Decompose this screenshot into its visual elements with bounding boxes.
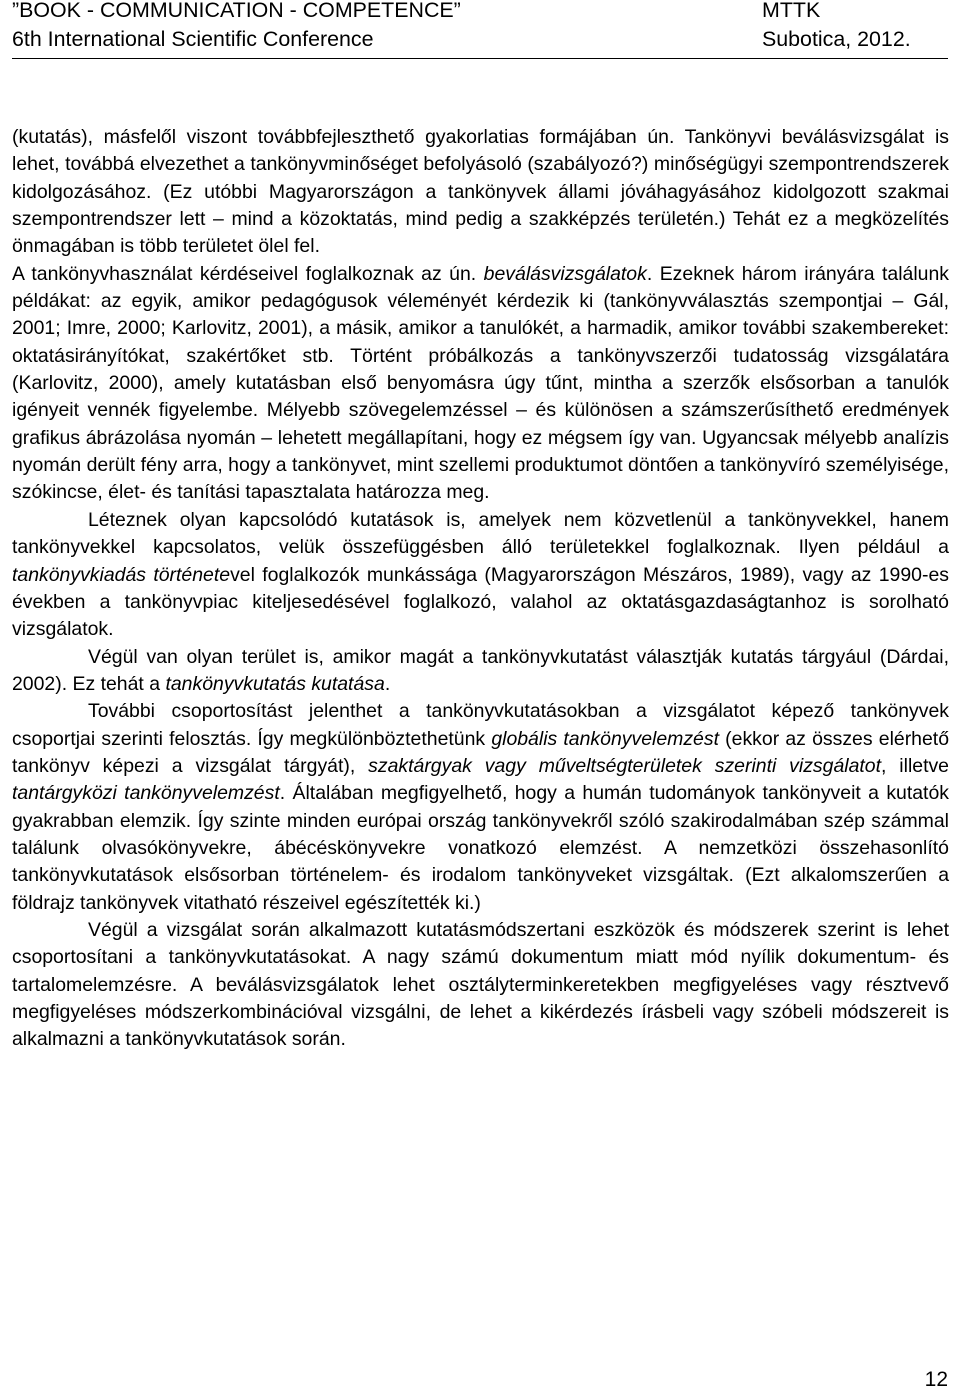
text-segment: További csoportosítást jelenthet a tankönyvkutatásokban a vizsgálatot képező tankönyvek csoportjai szerinti felosztás. Így megkülönböztethetünk xyxy=(12,700,949,750)
paragraph xyxy=(12,698,949,917)
italic-term: szaktárgyak vagy műveltségterületek szerinti vizsgálatot xyxy=(368,754,882,777)
text-segment: Léteznek olyan kapcsolódó kutatások is, amelyek nem közvetlenül a tankönyvekkel, hanem tankönyvekkel kapcsolatos, velük összefüggésben álló területekkel foglalkoznak. Ilyen például a xyxy=(12,508,949,559)
conference-location-date: Subotica, 2012. xyxy=(762,27,911,51)
body-text xyxy=(12,124,949,1054)
text-segment: . Ezeknek három irányára találunk példákat: az egyik, amikor pedagógusok véleményét kérdezik ki (tankönyvválasztás szempontjai – Gál, 2001; Imre, 2000; Karlovitz, 2001), a másik, amikor a tanulókét, a harmadik, amikor további szakembereket: oktatásirányítókat, szakértőket stb. Történt próbálkozás a tankönyvszerzői tudatosság vizsgálatára (Karlovitz, 2000), amely kutatásban első benyomásra úgy tűnt, mintha a szerzők elsősorban a tanulók igényeit vennék figyelembe. Mélyebb szövegelemzéssel – és különösen a számszerűsíthető eredmények grafikus ábrázolása nyomán – lehetett megállapítani, hogy ez mégsem így van. Ugyancsak mélyebb analízis nyomán derült fény arra, hogy a tankönyvet, mint szellemi produktumot döntően a tankönyvíró személyisége, szókincse, élet- és tanítási tapasztalata határozza meg. xyxy=(12,262,949,504)
paragraph xyxy=(12,644,949,699)
header-row-2 xyxy=(12,26,948,52)
text-segment: (kutatás), másfelől viszont továbbfejleszthető gyakorlatias formájában ún. Tankönyvi beválásvizsgálat is lehet, továbbá elvezethet a tankönyvminőséget befolyásoló (szabályozó?) minőségügyi szempontrendszerek kidolgozásához. (Ez utóbbi Magyarországon a tankönyvek állami jóváhagyásához kidolgozott szakmai szempontrendszer lett – mind a közoktatás, mind pedig a szakképzés területén.) Tehát ez a megközelítés önmagában is több területet ölel fel. xyxy=(12,126,949,258)
italic-term: tankönyvkutatás kutatása xyxy=(165,672,385,695)
italic-term: tantárgyközi tankönyvelemzést xyxy=(12,782,280,805)
conference-subtitle: 6th International Scientific Conference xyxy=(12,27,374,51)
paragraph xyxy=(12,507,949,644)
text-segment: vel foglalkozók munkássága (Magyarországon Mészáros, 1989), vagy az 1990-es években a tankönyvpiac kiteljesedésével foglalkozó, valahol az oktatásgazdaságtanhoz is sorolható vizsgálatok. xyxy=(12,563,949,641)
paragraph xyxy=(12,917,949,1054)
italic-term: globális tankönyvelemzést xyxy=(491,727,719,750)
page-number: 12 xyxy=(924,1368,948,1391)
text-segment: . Általában megfigyelhető, hogy a humán tudományok tankönyveit a kutatók gyakrabban elemzik. Így szinte minden európai ország tankönyvekről szóló szakirodalmában szép számmal találunk olvasókönyvekre, ábécéskönyvekre vonatkozó elemzést. A nemzetközi összehasonlító tankönyvkutatások elsősorban történelem- és irodalom tankönyveket vizsgáltak. (Ezt alkalomszerűen a földrajz tankönyvek vitatható részeivel egészítették ki.) xyxy=(12,782,949,914)
text-segment: Végül van olyan terület is, amikor magát a tankönyvkutatást választják kutatás tárgyául (Dárdai, 2002). Ez tehát a xyxy=(12,645,949,695)
italic-term: beválásvizsgálatok xyxy=(483,262,647,285)
italic-term: tankönyvkiadás története xyxy=(12,563,231,586)
page-header xyxy=(12,0,948,59)
text-segment: . xyxy=(384,672,391,695)
text-segment: (ekkor az összes elérhető tankönyv képezi a vizsgálat tárgyát), xyxy=(12,727,950,777)
conference-title: ”BOOK - COMMUNICATION - COMPETENCE” xyxy=(12,0,461,22)
text-segment: Végül a vizsgálat során alkalmazott kutatásmódszertani eszközök és módszerek szerint is lehet csoportosítani a tankönyvkutatásokat. A nagy számú dokumentum miatt mód nyílik dokumentum- és tartalomelemzésre. A beválásvizsgálatok lehet osztályterminkeretekben megfigyeléses vagy résztvevő megfigyeléses módszerkombinációval vizsgálni, de lehet a kikérdezés írásbeli vagy szóbeli módszereit is alkalmazni a tankönyvkutatások során. xyxy=(12,918,949,1051)
header-row-1 xyxy=(12,0,948,23)
text-segment: , illetve xyxy=(881,754,949,777)
text-segment: A tankönyvhasználat kérdéseivel foglalkoznak az ún. xyxy=(12,262,484,285)
paragraph xyxy=(12,124,949,261)
faculty-name: MTTK xyxy=(762,0,821,22)
paragraph xyxy=(12,261,949,507)
